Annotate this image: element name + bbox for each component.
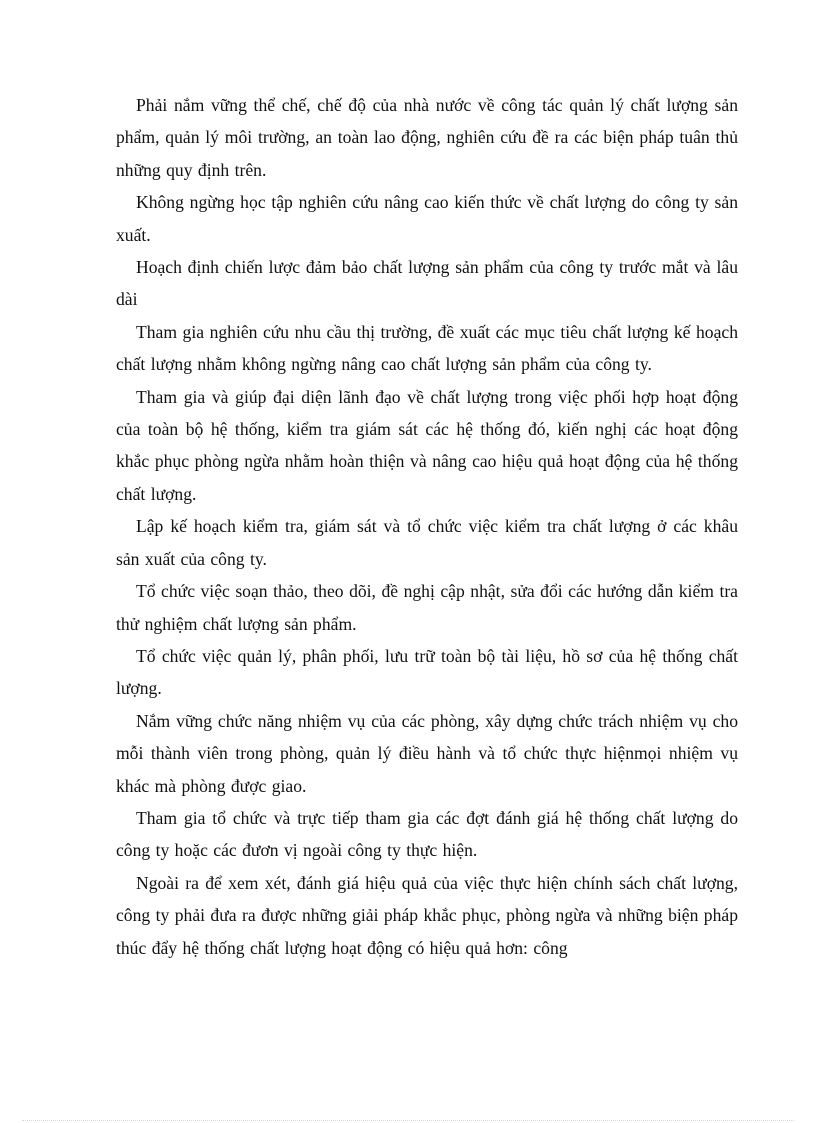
paragraph: Hoạch định chiến lược đảm bảo chất lượng sản phẩm của công ty trước mắt và lâu dài (116, 257, 738, 310)
paragraph: Ngoài ra để xem xét, đánh giá hiệu quả của việc thực hiện chính sách chất lượng, công ty phải đưa ra được những giải pháp khắc phục, phòng ngừa và những biện pháp thúc đẩy hệ thống chất lượng hoạt động có hiệu quả hơn: công (116, 872, 738, 958)
paragraph: Tổ chức việc soạn thảo, theo dõi, đề nghị cập nhật, sửa đổi các hướng dẫn kiểm tra thử nghiệm chất lượng sản phẩm. (116, 581, 738, 634)
paragraph: Tham gia tổ chức và trực tiếp tham gia các đợt đánh giá hệ thống chất lượng do công ty hoặc các đươn vị ngoài công ty thực hiện. (116, 807, 738, 861)
paragraph: Tham gia và giúp đại diện lãnh đạo về chất lượng trong việc phối hợp hoạt động của toàn bộ hệ thống, kiểm tra giám sát các hệ thống đó, kiến nghị các hoạt động khắc phục phòng ngừa nhằm hoàn thiện và nâng cao hiệu quả hoạt động của hệ thống chất lượng. (116, 386, 738, 504)
paragraph: Tổ chức việc quản lý, phân phối, lưu trữ toàn bộ tài liệu, hồ sơ của hệ thống chất lượng. (116, 645, 738, 699)
document-body (116, 89, 738, 964)
paragraph: Phải nắm vững thể chế, chế độ của nhà nước về công tác quản lý chất lượng sản phẩm, quản lý môi trường, an toàn lao động, nghiên cứu đề ra các biện pháp tuân thủ những quy định trên. (116, 95, 738, 180)
paragraph: Lập kế hoạch kiểm tra, giám sát và tổ chức việc kiểm tra chất lượng ở các khâu sản xuất của công ty. (116, 516, 738, 569)
paragraph: Nắm vững chức năng nhiệm vụ của các phòng, xây dựng chức trách nhiệm vụ cho mỗi thành viên trong phòng, quản lý điều hành và tổ chức thực hiệnmọi nhiệm vụ khác mà phòng được giao. (116, 710, 738, 796)
page-bottom-divider (22, 1120, 794, 1121)
paragraph: Tham gia nghiên cứu nhu cầu thị trường, đề xuất các mục tiêu chất lượng kế hoạch chất lượng nhằm không ngừng nâng cao chất lượng sản phẩm của công ty. (116, 321, 738, 375)
paragraph: Không ngừng học tập nghiên cứu nâng cao kiến thức về chất lượng do công ty sản xuất. (116, 192, 738, 245)
